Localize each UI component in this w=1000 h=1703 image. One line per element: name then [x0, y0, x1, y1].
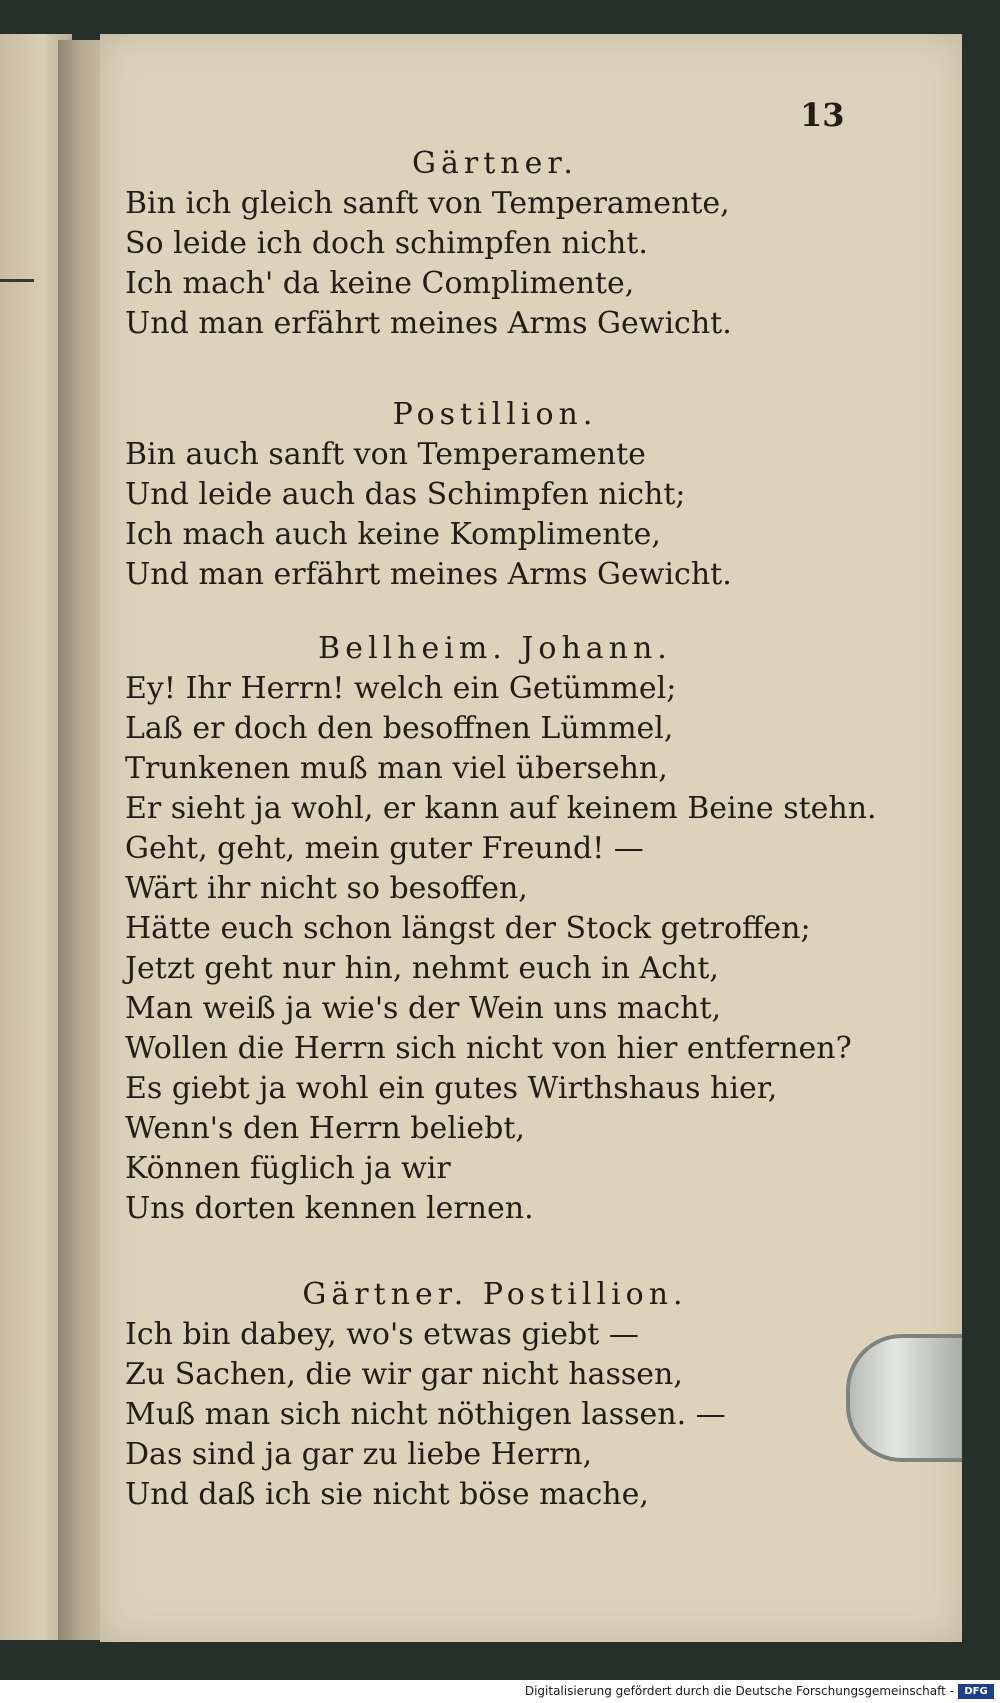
verse-line: Geht, geht, mein guter Freund! — — [125, 831, 644, 866]
speaker-heading: Bellheim. Johann. — [318, 631, 672, 666]
footer-text: Digitalisierung gefördert durch die Deutsche Forschungsgemeinschaft - — [524, 1684, 954, 1698]
digitization-footer — [0, 1680, 1000, 1703]
dfg-logo-icon: DFG — [958, 1684, 994, 1699]
verse-line: Ich mach' da keine Complimente, — [125, 266, 635, 301]
verse-line: So leide ich doch schimpfen nicht. — [125, 226, 648, 261]
verse-line: Und man erfährt meines Arms Gewicht. — [125, 306, 732, 341]
verse-line: Jetzt geht nur hin, nehmt euch in Acht, — [125, 951, 719, 986]
speaker-heading: Gärtner. — [412, 146, 578, 181]
speaker-heading: Gärtner. Postillion. — [302, 1277, 688, 1312]
verse-line: Muß man sich nicht nöthigen lassen. — — [125, 1397, 726, 1432]
verse-line: Bin ich gleich sanft von Temperamente, — [125, 186, 730, 221]
verse-line: Das sind ja gar zu liebe Herrn, — [125, 1437, 593, 1472]
verse-section-gaertner — [125, 144, 865, 344]
verse-section-gaertner-postillion — [125, 1275, 865, 1515]
verse-line: Ich bin dabey, wo's etwas giebt — — [125, 1317, 639, 1352]
verse-line: Trunkenen muß man viel übersehn, — [125, 751, 668, 786]
verse-section-bellheim-johann — [125, 629, 877, 1229]
verse-line: Und daß ich sie nicht böse mache, — [125, 1477, 649, 1512]
verse-line: Laß er doch den besoffnen Lümmel, — [125, 711, 674, 746]
verse-line: Und man erfährt meines Arms Gewicht. — [125, 557, 732, 592]
verse-line: Wollen die Herrn sich nicht von hier entfernen? — [125, 1031, 852, 1066]
verse-line: Hätte euch schon längst der Stock getroffen; — [125, 911, 811, 946]
page-number: 13 — [800, 96, 845, 134]
verse-line: Zu Sachen, die wir gar nicht hassen, — [125, 1357, 683, 1392]
verse-line: Können füglich ja wir — [125, 1151, 451, 1186]
verse-section-postillion — [125, 395, 865, 595]
verse-line: Bin auch sanft von Temperamente — [125, 437, 646, 472]
verse-line: Ey! Ihr Herrn! welch ein Getümmel; — [125, 671, 677, 706]
verse-line: Er sieht ja wohl, er kann auf keinem Beine stehn. — [125, 791, 877, 826]
verse-line: Es giebt ja wohl ein gutes Wirthshaus hier, — [125, 1071, 778, 1106]
verse-line: Ich mach auch keine Komplimente, — [125, 517, 661, 552]
verse-line: Wenn's den Herrn beliebt, — [125, 1111, 525, 1146]
verse-line: Und leide auch das Schimpfen nicht; — [125, 477, 686, 512]
margin-mark — [0, 279, 34, 282]
verse-line: Wärt ihr nicht so besoffen, — [125, 871, 528, 906]
speaker-heading: Postillion. — [392, 397, 598, 432]
verse-line: Uns dorten kennen lernen. — [125, 1191, 534, 1226]
verse-line: Man weiß ja wie's der Wein uns macht, — [125, 991, 722, 1026]
